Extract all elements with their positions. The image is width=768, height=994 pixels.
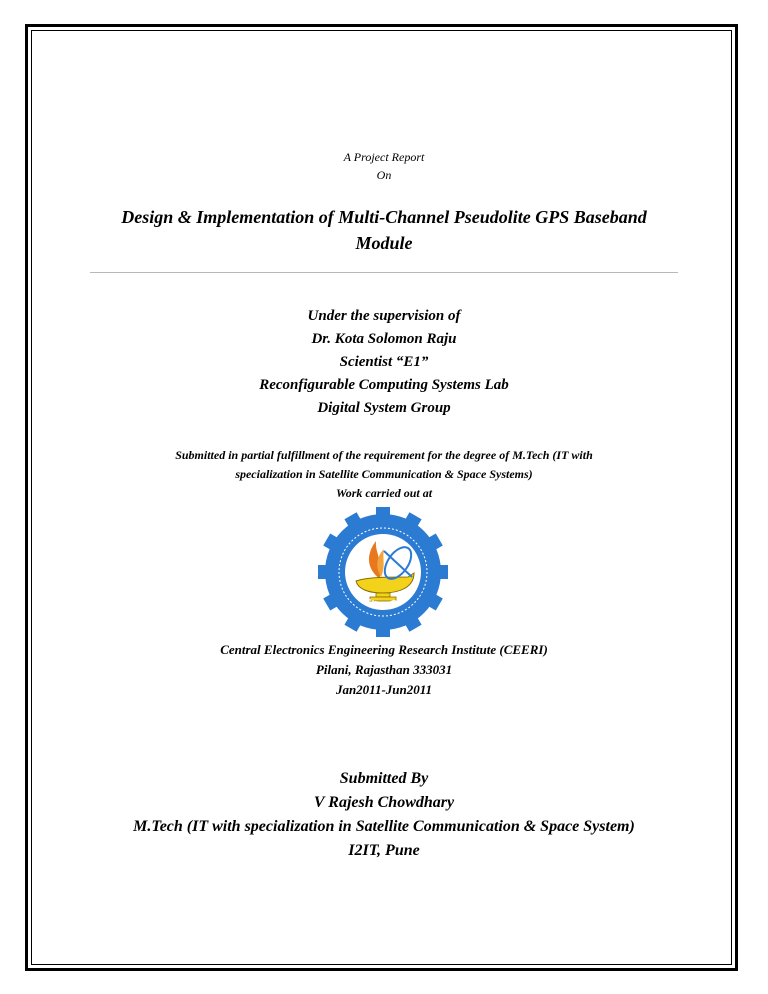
supervisor-name: Dr. Kota Solomon Raju [311, 331, 457, 347]
student-college: I2IT, Pune [348, 842, 420, 859]
submitted-by-heading: Submitted By [339, 770, 429, 787]
student-program: M.Tech (IT with specialization in Satellite Communication & Space System) [133, 818, 635, 835]
csir-logo [318, 507, 448, 637]
report-label: A Project Report [343, 150, 425, 164]
supervisor-lab: Reconfigurable Computing Systems Lab [259, 377, 509, 393]
logo-text: CSIR-INDIA [358, 594, 408, 610]
supervisor-group: Digital System Group [317, 400, 451, 416]
supervisor-designation: Scientist “E1” [339, 354, 429, 370]
title-divider [90, 272, 678, 273]
supervision-heading: Under the supervision of [307, 308, 461, 324]
work-carried-out: Work carried out at [335, 486, 433, 500]
report-title-line2: Module [355, 233, 413, 253]
submission-line2: specialization in Satellite Communication & Space Systems) [235, 467, 533, 481]
institute-address: Pilani, Rajasthan 333031 [315, 662, 453, 677]
institute-name: Central Electronics Engineering Research Institute (CEERI) [220, 642, 548, 657]
report-title-line1: Design & Implementation of Multi-Channel Pseudolite GPS Baseband [121, 207, 647, 227]
report-on: On [376, 168, 392, 182]
project-period: Jan2011-Jun2011 [335, 682, 433, 697]
student-name: V Rajesh Chowdhary [313, 794, 455, 811]
submission-line1: Submitted in partial fulfillment of the requirement for the degree of M.Tech (IT with [175, 448, 593, 462]
